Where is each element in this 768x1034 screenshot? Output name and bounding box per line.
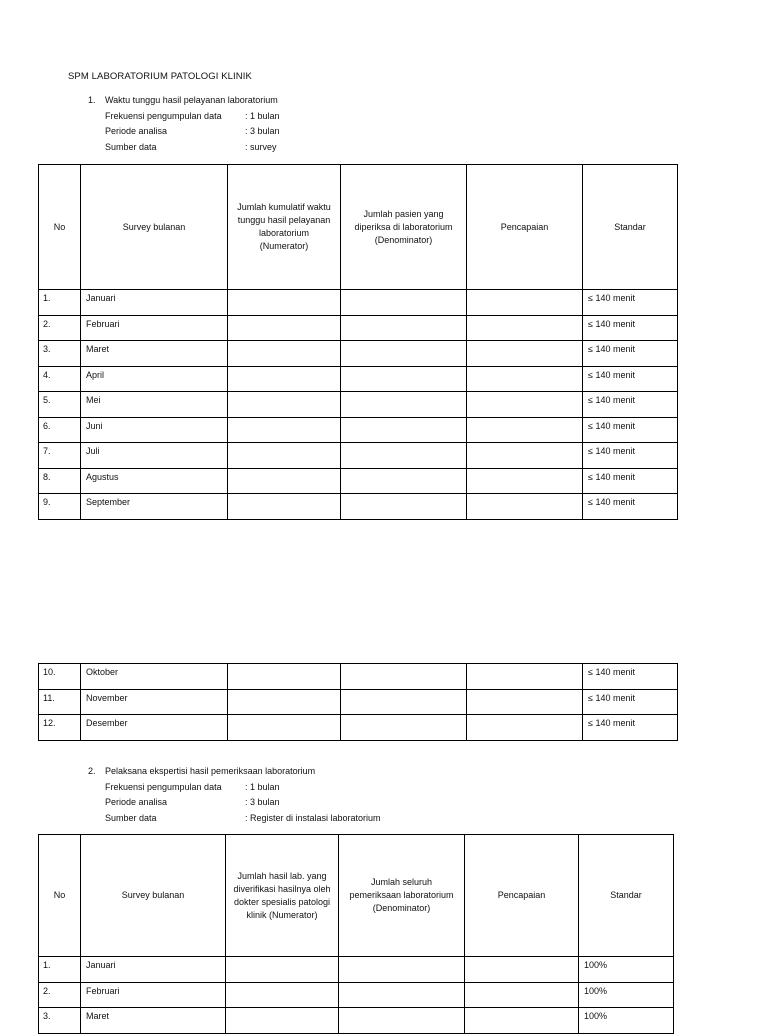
section-2-period-value: : 3 bulan: [245, 797, 280, 807]
row-standard: ≤ 140 menit: [583, 315, 678, 341]
row-numerator-cell: [228, 366, 341, 392]
row-number: 1.: [39, 290, 81, 316]
section-2-frequency-value: : 1 bulan: [245, 781, 280, 792]
row-standard: ≤ 140 menit: [583, 341, 678, 367]
header-denominator: Jumlah seluruh pemeriksaan laboratorium (Denominator): [339, 835, 465, 957]
row-denominator-cell: [341, 689, 467, 715]
row-achievement-cell: [467, 443, 583, 469]
row-standard: ≤ 140 menit: [583, 715, 678, 741]
row-achievement-cell: [467, 417, 583, 443]
section-1-frequency-row: [88, 109, 280, 125]
row-achievement-cell: [467, 366, 583, 392]
section-2-source-label: Sumber data: [105, 812, 157, 823]
row-achievement-cell: [467, 715, 583, 741]
row-numerator-cell: [228, 341, 341, 367]
section-1-period-value: : 3 bulan: [245, 126, 280, 136]
row-numerator-cell: [228, 392, 341, 418]
row-number: 3.: [39, 341, 81, 367]
row-standard: ≤ 140 menit: [583, 689, 678, 715]
row-number: 12.: [39, 715, 81, 741]
table-row: [39, 664, 678, 690]
row-month: Maret: [81, 1008, 226, 1034]
row-number: 2.: [39, 982, 81, 1008]
row-numerator-cell: [228, 443, 341, 469]
row-month: Januari: [81, 290, 228, 316]
row-denominator-cell: [339, 1008, 465, 1034]
section-1-frequency-label: Frekuensi pengumpulan data: [105, 110, 222, 121]
row-numerator-cell: [226, 1008, 339, 1034]
row-month: Januari: [81, 957, 226, 983]
row-denominator-cell: [341, 315, 467, 341]
table-row: [39, 417, 678, 443]
row-month: April: [81, 366, 228, 392]
row-achievement-cell: [467, 392, 583, 418]
row-denominator-cell: [341, 341, 467, 367]
row-number: 1.: [39, 957, 81, 983]
row-numerator-cell: [228, 290, 341, 316]
row-achievement-cell: [467, 468, 583, 494]
section-2-frequency-row: [88, 780, 381, 796]
section-2-source-row: [88, 811, 381, 827]
table-row: [39, 468, 678, 494]
row-achievement-cell: [467, 494, 583, 520]
row-denominator-cell: [339, 957, 465, 983]
section-1-title-row: [88, 93, 280, 109]
section-1-period-row: [88, 124, 280, 140]
row-numerator-cell: [228, 468, 341, 494]
row-month: Juni: [81, 417, 228, 443]
table-1: [38, 164, 678, 520]
row-denominator-cell: [339, 982, 465, 1008]
row-standard: ≤ 140 menit: [583, 366, 678, 392]
row-number: 8.: [39, 468, 81, 494]
row-standard: ≤ 140 menit: [583, 664, 678, 690]
row-month: Februari: [81, 315, 228, 341]
table-row: [39, 957, 674, 983]
row-standard: 100%: [579, 957, 674, 983]
section-1-source-label: Sumber data: [105, 141, 157, 152]
row-month: Oktober: [81, 664, 228, 690]
table-1-header-row: [39, 165, 678, 290]
header-achievement: Pencapaian: [465, 835, 579, 957]
table-row: [39, 494, 678, 520]
row-numerator-cell: [228, 664, 341, 690]
row-standard: ≤ 140 menit: [583, 290, 678, 316]
section-2-source-value: : Register di instalasi laboratorium: [245, 812, 381, 823]
document-title: SPM LABORATORIUM PATOLOGI KLINIK: [68, 71, 252, 82]
table-row: [39, 392, 678, 418]
row-achievement-cell: [467, 290, 583, 316]
row-achievement-cell: [465, 982, 579, 1008]
header-no: No: [39, 165, 81, 290]
section-2-title-row: [88, 764, 381, 780]
table-1-continued: [38, 663, 678, 741]
table-row: [39, 982, 674, 1008]
header-standard: Standar: [579, 835, 674, 957]
table-2-header-row: [39, 835, 674, 957]
row-denominator-cell: [341, 417, 467, 443]
row-achievement-cell: [465, 1008, 579, 1034]
row-standard: ≤ 140 menit: [583, 494, 678, 520]
row-number: 2.: [39, 315, 81, 341]
table-2: [38, 834, 674, 1034]
section-2-title: Pelaksana ekspertisi hasil pemeriksaan laboratorium: [105, 766, 316, 776]
table-row: [39, 689, 678, 715]
row-month: September: [81, 494, 228, 520]
row-standard: ≤ 140 menit: [583, 443, 678, 469]
table-row: [39, 1008, 674, 1034]
table-row: [39, 290, 678, 316]
row-number: 9.: [39, 494, 81, 520]
row-denominator-cell: [341, 494, 467, 520]
row-month: Juli: [81, 443, 228, 469]
row-numerator-cell: [228, 715, 341, 741]
row-numerator-cell: [228, 417, 341, 443]
row-number: 7.: [39, 443, 81, 469]
row-achievement-cell: [467, 315, 583, 341]
row-achievement-cell: [467, 341, 583, 367]
row-achievement-cell: [465, 957, 579, 983]
row-denominator-cell: [341, 290, 467, 316]
section-1-number: 1.: [88, 95, 96, 105]
section-2-period-row: [88, 795, 381, 811]
header-numerator: Jumlah hasil lab. yang diverifikasi hasilnya oleh dokter spesialis patologi klinik (Numerator): [226, 835, 339, 957]
table-row: [39, 366, 678, 392]
header-achievement: Pencapaian: [467, 165, 583, 290]
row-number: 5.: [39, 392, 81, 418]
table-row: [39, 315, 678, 341]
row-number: 10.: [39, 664, 81, 690]
row-numerator-cell: [226, 957, 339, 983]
section-1-frequency-value: : 1 bulan: [245, 110, 280, 121]
row-numerator-cell: [228, 315, 341, 341]
row-number: 4.: [39, 366, 81, 392]
row-month: Mei: [81, 392, 228, 418]
header-survey: Survey bulanan: [81, 835, 226, 957]
section-1-header: [88, 93, 280, 155]
row-achievement-cell: [467, 689, 583, 715]
row-denominator-cell: [341, 468, 467, 494]
row-numerator-cell: [228, 689, 341, 715]
row-denominator-cell: [341, 366, 467, 392]
section-1-source-row: [88, 140, 280, 156]
section-2-header: [88, 764, 381, 826]
row-numerator-cell: [228, 494, 341, 520]
row-month: Maret: [81, 341, 228, 367]
row-standard: 100%: [579, 1008, 674, 1034]
row-standard: ≤ 140 menit: [583, 417, 678, 443]
section-2-period-label: Periode analisa: [105, 797, 168, 807]
row-denominator-cell: [341, 715, 467, 741]
row-number: 11.: [39, 689, 81, 715]
header-standard: Standar: [583, 165, 678, 290]
row-month: Agustus: [81, 468, 228, 494]
row-number: 6.: [39, 417, 81, 443]
row-number: 3.: [39, 1008, 81, 1034]
table-row: [39, 341, 678, 367]
row-month: November: [81, 689, 228, 715]
header-numerator: Jumlah kumulatif waktu tunggu hasil pelayanan laboratorium (Numerator): [228, 165, 341, 290]
row-achievement-cell: [467, 664, 583, 690]
header-denominator: Jumlah pasien yang diperiksa di laboratorium (Denominator): [341, 165, 467, 290]
row-numerator-cell: [226, 982, 339, 1008]
table-row: [39, 443, 678, 469]
row-denominator-cell: [341, 392, 467, 418]
row-denominator-cell: [341, 664, 467, 690]
section-2-frequency-label: Frekuensi pengumpulan data: [105, 781, 222, 792]
row-standard: ≤ 140 menit: [583, 468, 678, 494]
row-denominator-cell: [341, 443, 467, 469]
table-row: [39, 715, 678, 741]
row-standard: ≤ 140 menit: [583, 392, 678, 418]
section-1-source-value: : survey: [245, 141, 277, 152]
row-month: Februari: [81, 982, 226, 1008]
section-1-period-label: Periode analisa: [105, 126, 168, 136]
row-month: Desember: [81, 715, 228, 741]
section-2-number: 2.: [88, 766, 96, 776]
header-no: No: [39, 835, 81, 957]
header-survey: Survey bulanan: [81, 165, 228, 290]
row-standard: 100%: [579, 982, 674, 1008]
section-1-title: Waktu tunggu hasil pelayanan laboratorium: [105, 95, 278, 105]
